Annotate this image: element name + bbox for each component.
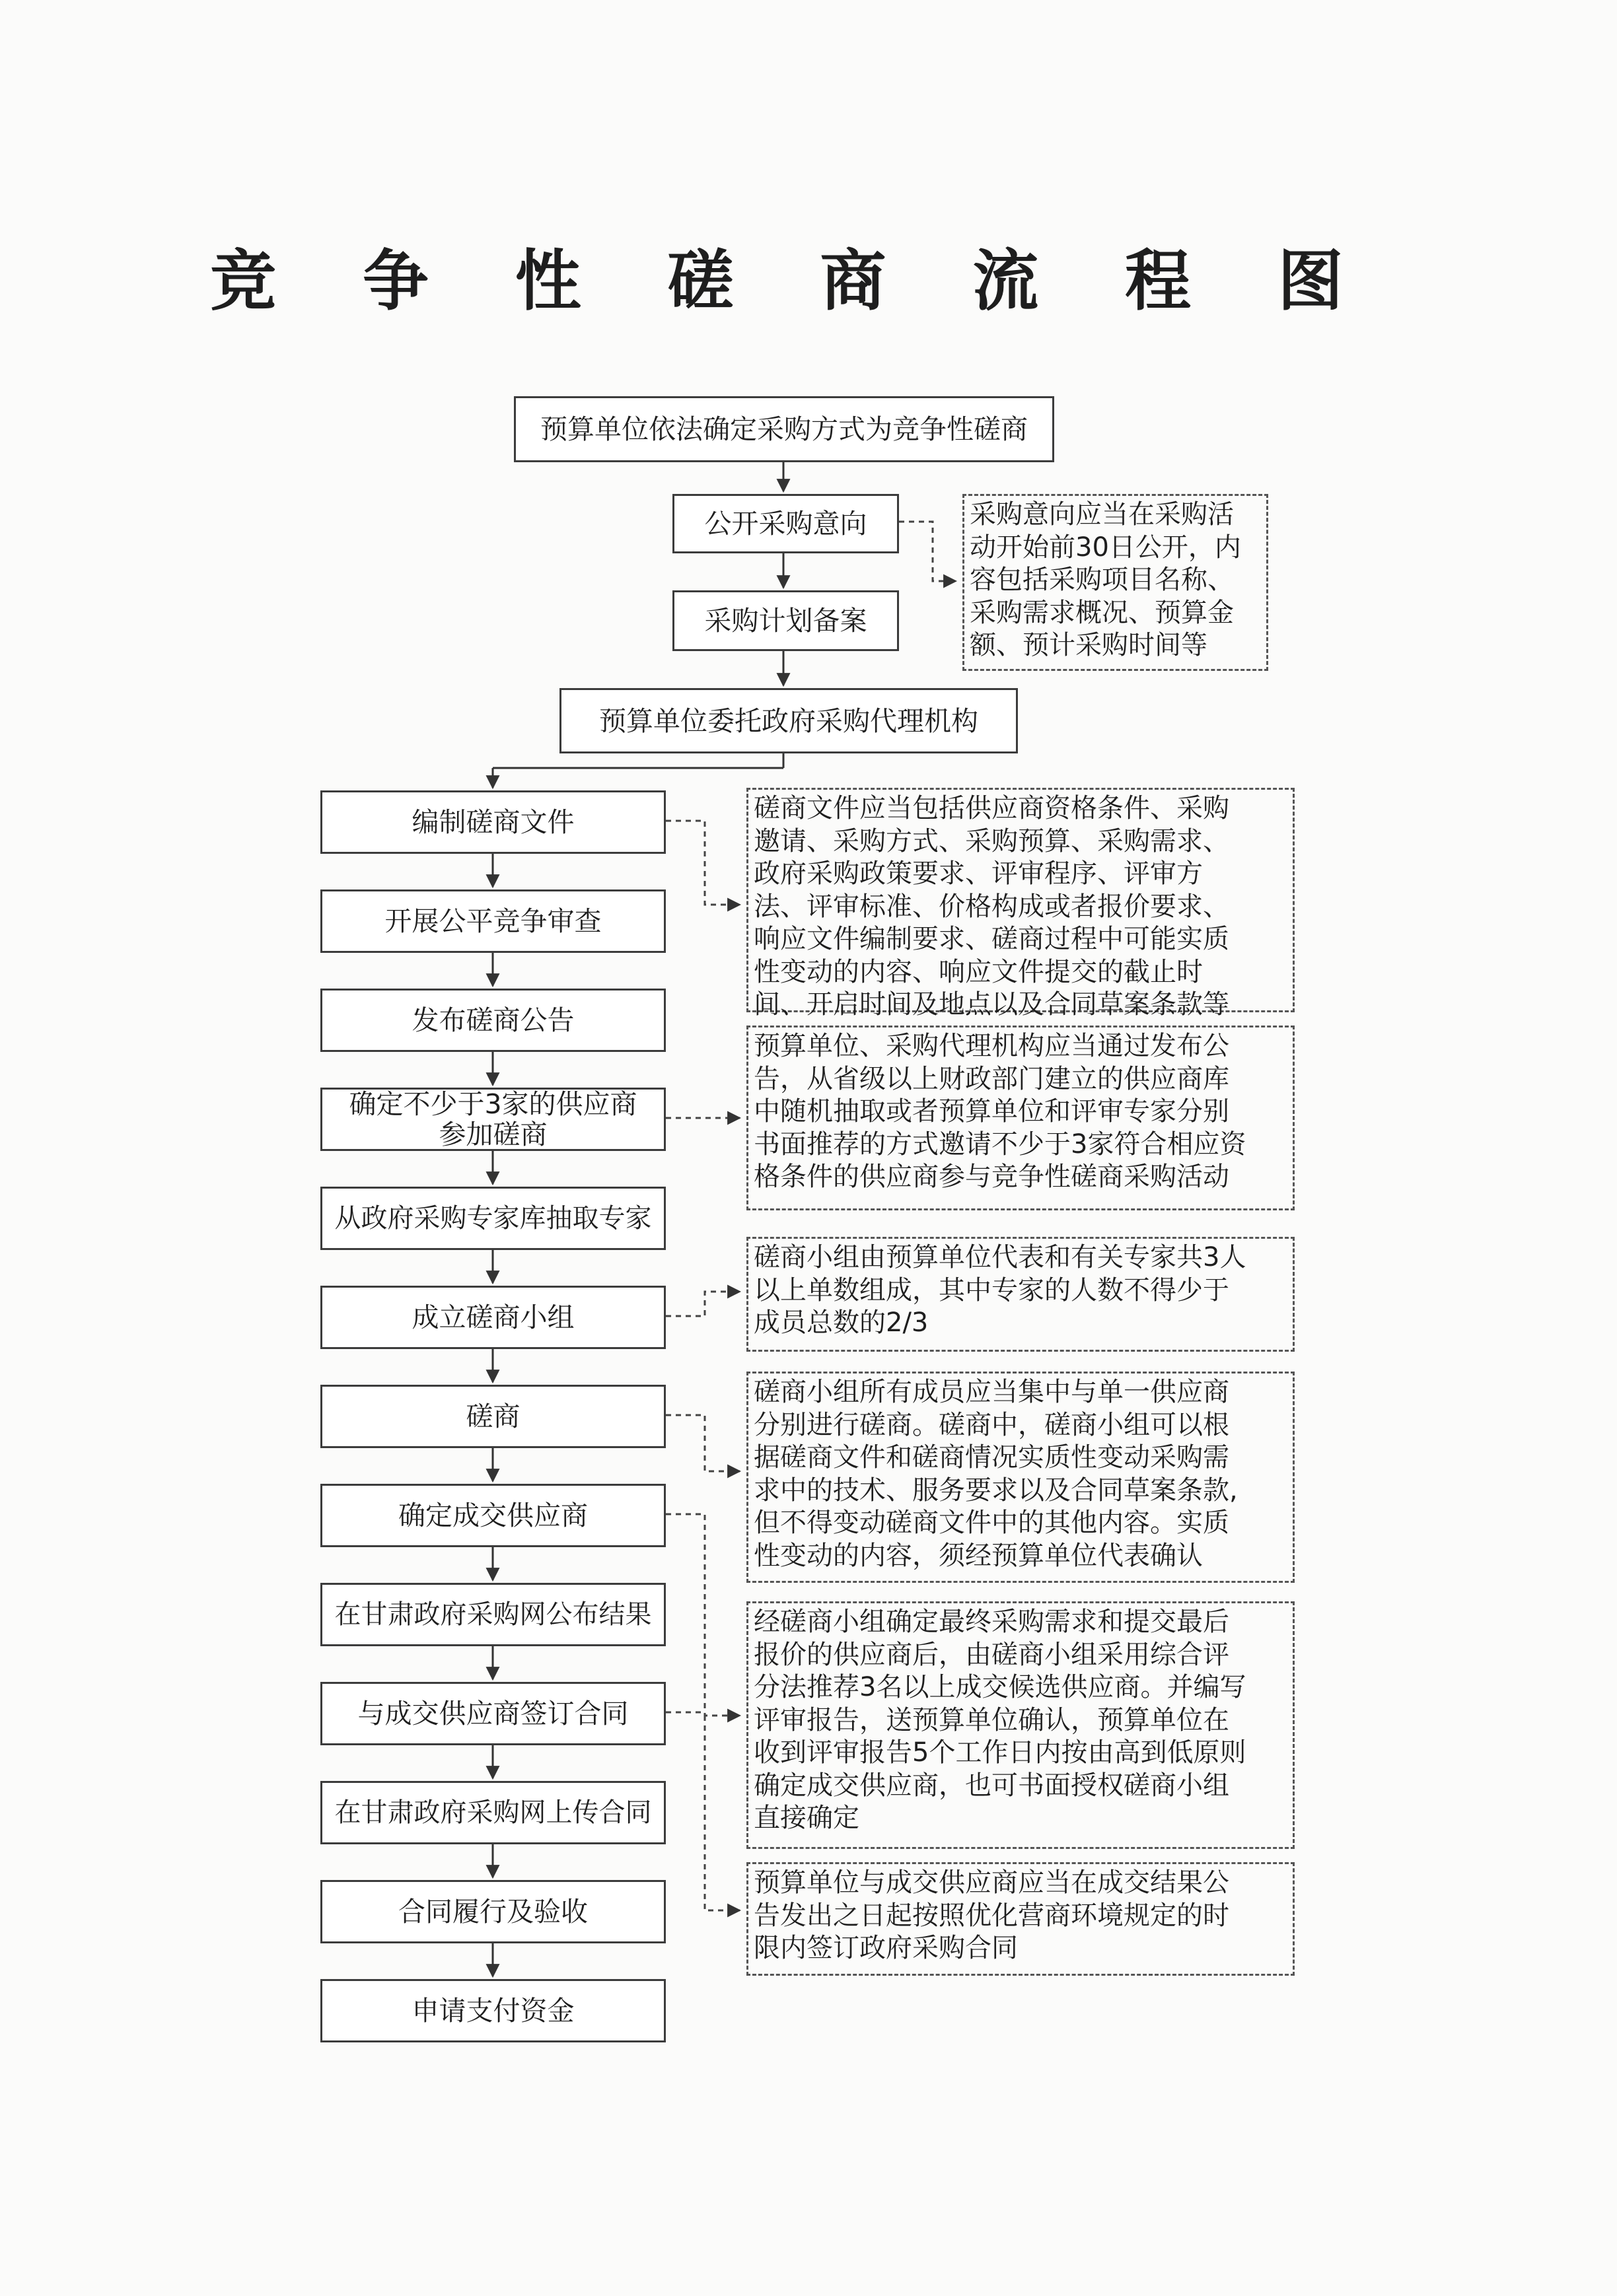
- note-intent: [962, 494, 1268, 671]
- note-line: 中随机抽取或者预算单位和评审专家分别: [754, 1096, 1229, 1127]
- note-line: 收到评审报告5个工作日内按由高到低原则: [754, 1737, 1246, 1768]
- note-line: 分别进行磋商。磋商中，磋商小组可以根: [754, 1409, 1229, 1440]
- note-line: 性变动的内容、响应文件提交的截止时: [754, 956, 1203, 987]
- step-publish-intent: 公开采购意向: [672, 494, 899, 553]
- step-determine-method: 预算单位依法确定采购方式为竞争性磋商: [514, 396, 1054, 462]
- note-line: 额、预计采购时间等: [970, 630, 1207, 660]
- step-upload-contract: 在甘肃政府采购网上传合同: [320, 1781, 666, 1844]
- note-line: 求中的技术、服务要求以及合同草案条款,: [754, 1475, 1238, 1506]
- note-line: 磋商文件应当包括供应商资格条件、采购: [754, 793, 1229, 823]
- note-line: 邀请、采购方式、采购预算、采购需求、: [754, 825, 1229, 856]
- note-line: 直接确定: [754, 1803, 859, 1833]
- note-line: 限内签订政府采购合同: [754, 1933, 1018, 1963]
- step-publish-announcement: 发布磋商公告: [320, 989, 666, 1052]
- note-line: 经磋商小组确定最终采购需求和提交最后: [754, 1607, 1229, 1637]
- note-documents: [746, 788, 1295, 1020]
- note-line: 格条件的供应商参与竞争性磋商采购活动: [754, 1162, 1229, 1192]
- note-line: 磋商小组由预算单位代表和有关专家共3人: [754, 1242, 1246, 1272]
- note-line: 据磋商文件和磋商情况实质性变动采购需: [754, 1442, 1229, 1473]
- note-line: 告发出之日起按照优化营商环境规定的时: [754, 1900, 1229, 1931]
- note-contract: [746, 1862, 1295, 1976]
- note-line: 采购需求概况、预算金: [970, 597, 1234, 628]
- note-line: 动开始前30日公开，内: [970, 532, 1241, 563]
- note-suppliers: [746, 1026, 1295, 1210]
- step-confirm-winner: 确定成交供应商: [320, 1484, 666, 1547]
- note-line: 性变动的内容，须经预算单位代表确认: [754, 1540, 1203, 1571]
- note-line: 容包括采购项目名称、: [970, 565, 1234, 595]
- step-sign-contract: 与成交供应商签订合同: [320, 1682, 666, 1745]
- note-line: 成员总数的2/3: [754, 1307, 929, 1338]
- note-line: 评审报告，送预算单位确认，预算单位在: [754, 1704, 1229, 1735]
- note-line: 响应文件编制要求、磋商过程中可能实质: [754, 924, 1229, 954]
- step-acceptance: 合同履行及验收: [320, 1880, 666, 1943]
- step-plan-filing: 采购计划备案: [672, 590, 899, 651]
- note-line: 报价的供应商后，由磋商小组采用综合评: [754, 1639, 1229, 1670]
- step-fair-competition-review: 开展公平竞争审查: [320, 889, 666, 953]
- note-line: 间、开启时间及地点以及合同草案条款等: [754, 989, 1229, 1020]
- note-line: 确定成交供应商，也可书面授权磋商小组: [754, 1770, 1229, 1801]
- note-line: 告，从省级以上财政部门建立的供应商库: [754, 1063, 1229, 1094]
- note-award: [746, 1601, 1295, 1849]
- step-select-experts: 从政府采购专家库抽取专家: [320, 1187, 666, 1250]
- note-line: 法、评审标准、价格构成或者报价要求、: [754, 891, 1229, 922]
- note-panel: [746, 1237, 1295, 1352]
- note-line: 采购意向应当在采购活: [970, 499, 1234, 530]
- note-negotiation: [746, 1372, 1295, 1583]
- note-line: 分法推荐3名以上成交候选供应商。并编写: [754, 1672, 1246, 1702]
- step-form-panel: 成立磋商小组: [320, 1286, 666, 1349]
- note-line: 预算单位、采购代理机构应当通过发布公: [754, 1031, 1229, 1061]
- note-line: 但不得变动磋商文件中的其他内容。实质: [754, 1508, 1229, 1538]
- step-request-payment: 申请支付资金: [320, 1979, 666, 2042]
- step-entrust-agency: 预算单位委托政府采购代理机构: [559, 688, 1018, 753]
- page-title: 竞 争 性 磋 商 流 程 图: [210, 242, 1375, 320]
- note-line: 预算单位与成交供应商应当在成交结果公: [754, 1867, 1229, 1898]
- step-confirm-suppliers: 确定不少于3家的供应商参加磋商: [320, 1088, 666, 1151]
- step-publish-result: 在甘肃政府采购网公布结果: [320, 1583, 666, 1646]
- note-line: 磋商小组所有成员应当集中与单一供应商: [754, 1377, 1229, 1407]
- note-line: 书面推荐的方式邀请不少于3家符合相应资: [754, 1129, 1246, 1160]
- step-prepare-documents: 编制磋商文件: [320, 790, 666, 854]
- note-line: 以上单数组成，其中专家的人数不得少于: [754, 1274, 1229, 1305]
- note-line: 政府采购政策要求、评审程序、评审方: [754, 858, 1203, 889]
- step-negotiation: 磋商: [320, 1385, 666, 1448]
